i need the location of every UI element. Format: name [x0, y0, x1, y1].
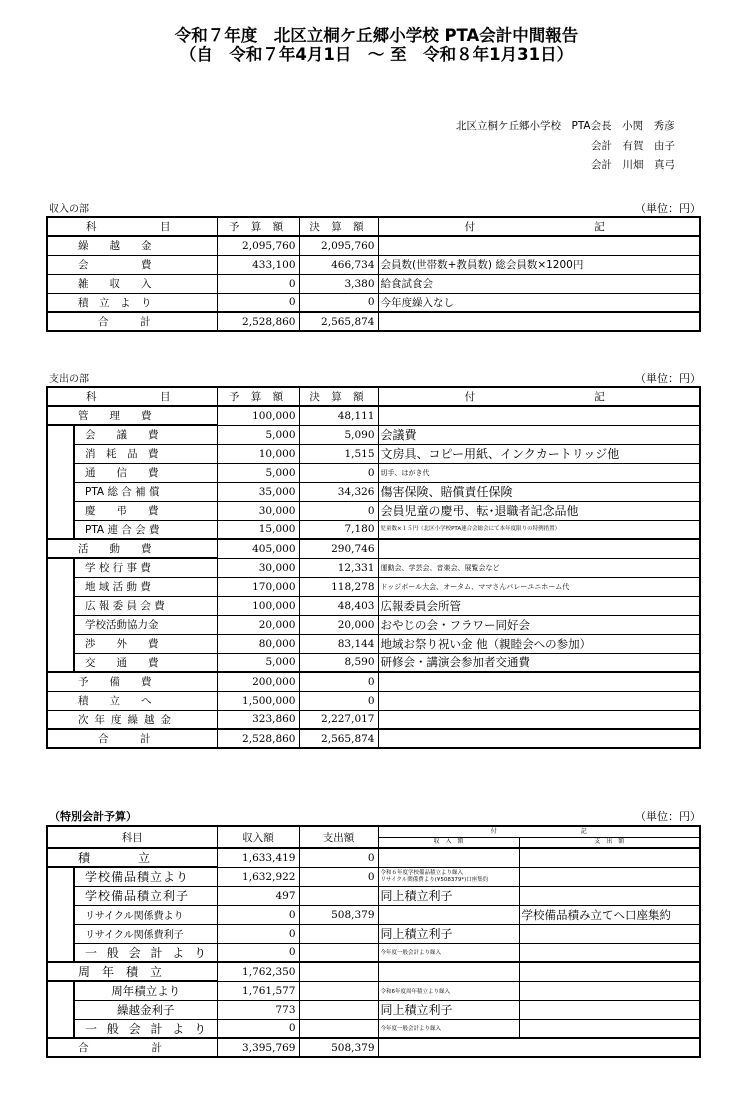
table-row	[47, 577, 700, 596]
total-subject: 合 計	[47, 729, 217, 748]
table-row	[47, 596, 700, 615]
table-row	[47, 558, 700, 577]
row-note-income: 今年度一般会計より繰入	[378, 943, 519, 962]
row-note-expense	[519, 1000, 700, 1019]
row-budget: 5,000	[217, 425, 299, 444]
row-expense: 508,379	[299, 905, 378, 924]
row-subject: 学 校 行 事 費	[74, 558, 217, 577]
table-row	[47, 905, 700, 924]
row-actual: 0	[299, 672, 378, 691]
row-note-income: 令和6年度周年積立より繰入	[378, 981, 519, 1000]
row-note: 会員児童の慶弔、転･退職者記念品他	[378, 501, 700, 520]
row-income: 1,632,922	[217, 867, 299, 886]
row-budget: 35,000	[217, 482, 299, 501]
total-subject: 合 計	[47, 312, 217, 331]
group-note-expense	[519, 848, 700, 867]
row-subject: PTA 総 合 補 償	[74, 482, 217, 501]
row-note: 広報委員会所管	[378, 596, 700, 615]
group-income: 1,762,350	[217, 962, 299, 981]
col-header-notes-expense: 支 出 額	[519, 837, 700, 848]
indent-spacer	[47, 558, 74, 672]
row-note-expense	[519, 924, 700, 943]
row-subject: 繰越金利子	[74, 1000, 217, 1019]
expense-unit-label: （単位：円）	[635, 372, 701, 385]
row-budget: 5,000	[217, 463, 299, 482]
col-header-expense: 支出額	[299, 826, 378, 848]
row-expense: 0	[299, 867, 378, 886]
row-subject: 地 域 活 動 費	[74, 577, 217, 596]
total-income: 3,395,769	[217, 1038, 299, 1057]
row-note-expense	[519, 886, 700, 905]
row-subject: 次年度繰越金	[47, 710, 217, 729]
col-header-income: 収入額	[217, 826, 299, 848]
group-row-activity	[47, 539, 700, 558]
group-actual: 290,746	[299, 539, 378, 558]
row-note-expense: 学校備品積み立てへ口座集約	[519, 905, 700, 924]
row-subject: 一 般 会 計 よ り	[74, 943, 217, 962]
row-expense	[299, 981, 378, 1000]
special-unit-label: （単位：円）	[635, 810, 701, 823]
row-budget: 170,000	[217, 577, 299, 596]
special-table	[46, 825, 701, 1058]
special-section-label: （特別会計予算）	[49, 810, 137, 823]
row-note: 運動会、学芸会、音楽会、展覧会など	[378, 558, 700, 577]
row-budget: 30,000	[217, 501, 299, 520]
row-note: 研修会・講演会参加者交通費	[378, 653, 700, 672]
row-actual: 5,090	[299, 425, 378, 444]
row-note: 文房具、コピー用紙、インクカートリッジ他	[378, 444, 700, 463]
row-subject: リサイクル関係費より	[74, 905, 217, 924]
group-income: 1,633,419	[217, 848, 299, 867]
col-header-subject: 科 目	[47, 217, 217, 236]
table-row	[47, 1019, 700, 1038]
table-row	[47, 634, 700, 653]
row-subject: 学校活動協力金	[74, 615, 217, 634]
report-title: 令和７年度 北区立桐ケ丘郷小学校 PTA会計中間報告	[174, 26, 579, 45]
col-header-budget: 予 算 額	[217, 387, 299, 406]
row-budget: 20,000	[217, 615, 299, 634]
expense-table	[46, 386, 701, 749]
group-budget: 405,000	[217, 539, 299, 558]
row-expense	[299, 886, 378, 905]
group-row-anniversary	[47, 962, 700, 981]
total-note	[378, 312, 700, 331]
row-budget: 433,100	[217, 255, 299, 274]
row-note: 切手、はがき代	[378, 463, 700, 482]
row-note	[378, 672, 700, 691]
income-header-row	[47, 217, 700, 236]
row-budget: 0	[217, 293, 299, 312]
row-income: 0	[217, 924, 299, 943]
row-note-income: 今年度一般会計より繰入	[378, 1019, 519, 1038]
total-budget: 2,528,860	[217, 729, 299, 748]
row-subject: 渉 外 費	[74, 634, 217, 653]
income-table	[46, 216, 701, 332]
row-subject: 予 備 費	[47, 672, 217, 691]
group-budget: 100,000	[217, 406, 299, 425]
col-header-actual: 決 算 額	[299, 217, 378, 236]
row-actual: 83,144	[299, 634, 378, 653]
row-income: 0	[217, 943, 299, 962]
group-subject: 活 動 費	[47, 539, 217, 558]
table-row	[47, 274, 700, 293]
total-row	[47, 1038, 700, 1057]
row-actual: 3,380	[299, 274, 378, 293]
row-note: おやじの会・フラワー同好会	[378, 615, 700, 634]
row-subject: 広 報 委 員 会 費	[74, 596, 217, 615]
row-budget: 15,000	[217, 520, 299, 539]
row-note: 傷害保険、賠償責任保険	[378, 482, 700, 501]
row-actual: 0	[299, 501, 378, 520]
signature-president: 北区立桐ケ丘郷小学校 PTA会長 小関 秀彦	[456, 120, 675, 132]
group-row-reserve	[47, 848, 700, 867]
group-note	[378, 406, 700, 425]
table-row	[47, 236, 700, 255]
row-note: 児童数×１５円（北区小学校PTA連合会総会にて本年度限りの特例措置）	[378, 520, 700, 539]
table-row	[47, 444, 700, 463]
group-row-admin	[47, 406, 700, 425]
total-actual: 2,565,874	[299, 312, 378, 331]
row-note	[378, 236, 700, 255]
indent-spacer	[47, 867, 74, 962]
row-budget: 80,000	[217, 634, 299, 653]
row-note-income: 同上積立利子	[378, 924, 519, 943]
total-row	[47, 729, 700, 748]
row-note-expense	[519, 943, 700, 962]
table-row	[47, 501, 700, 520]
income-section-label: 収入の部	[49, 204, 89, 215]
row-subject: 積 立 へ	[47, 691, 217, 710]
row-budget: 1,500,000	[217, 691, 299, 710]
row-budget: 30,000	[217, 558, 299, 577]
table-row	[47, 672, 700, 691]
row-income: 1,761,577	[217, 981, 299, 1000]
row-actual: 118,278	[299, 577, 378, 596]
row-actual: 20,000	[299, 615, 378, 634]
row-note-income	[378, 867, 519, 886]
row-actual: 34,326	[299, 482, 378, 501]
table-row	[47, 886, 700, 905]
group-subject: 積 立	[47, 848, 217, 867]
row-actual: 2,095,760	[299, 236, 378, 255]
row-subject: 一 般 会 計 よ り	[74, 1019, 217, 1038]
total-subject: 合 計	[47, 1038, 217, 1057]
row-subject: 消 耗 品 費	[74, 444, 217, 463]
row-subject: リサイクル関係費利子	[74, 924, 217, 943]
table-row	[47, 1000, 700, 1019]
row-budget: 100,000	[217, 596, 299, 615]
row-subject: 学校備品積立より	[74, 867, 217, 886]
row-actual: 0	[299, 691, 378, 710]
row-note: 今年度繰入なし	[378, 293, 700, 312]
report-period: （自 令和７年4月1日 ～ 至 令和８年1月31日）	[179, 45, 574, 64]
group-note-expense	[519, 962, 700, 981]
income-unit-label: （単位：円）	[635, 202, 701, 215]
group-note-income	[378, 848, 519, 867]
row-expense	[299, 924, 378, 943]
special-header-row	[47, 826, 700, 837]
row-budget: 323,860	[217, 710, 299, 729]
row-note	[378, 691, 700, 710]
group-note-income	[378, 962, 519, 981]
row-income: 773	[217, 1000, 299, 1019]
row-actual: 1,515	[299, 444, 378, 463]
row-income: 0	[217, 905, 299, 924]
row-subject: 交 通 費	[74, 653, 217, 672]
expense-header-row	[47, 387, 700, 406]
row-actual: 7,180	[299, 520, 378, 539]
row-actual: 2,227,017	[299, 710, 378, 729]
row-note: 給食試食会	[378, 274, 700, 293]
row-subject: 会 費	[47, 255, 217, 274]
row-actual: 0	[299, 463, 378, 482]
row-note-income	[378, 905, 519, 924]
col-header-subject: 科 目	[47, 387, 217, 406]
row-note: 会員数(世帯数+教員数) 総会員数×1200円	[378, 255, 700, 274]
row-subject: 学校備品積立利子	[74, 886, 217, 905]
group-subject: 管 理 費	[47, 406, 217, 425]
col-header-notes: 付 記	[378, 217, 700, 236]
row-subject: 慶 弔 費	[74, 501, 217, 520]
table-row	[47, 615, 700, 634]
row-income: 497	[217, 886, 299, 905]
row-subject: 通 信 費	[74, 463, 217, 482]
row-subject: PTA 連 合 会 費	[74, 520, 217, 539]
row-income: 0	[217, 1019, 299, 1038]
group-actual: 48,111	[299, 406, 378, 425]
row-note-income: 同上積立利子	[378, 886, 519, 905]
signature-treasurer-2: 会計 川畑 真弓	[591, 159, 675, 171]
table-row	[47, 943, 700, 962]
row-subject: 雑 収 入	[47, 274, 217, 293]
row-budget: 0	[217, 274, 299, 293]
table-row	[47, 293, 700, 312]
row-note: 会議費	[378, 425, 700, 444]
row-actual: 0	[299, 293, 378, 312]
row-note	[378, 710, 700, 729]
row-note-expense	[519, 1019, 700, 1038]
row-note: 地域お祭り祝い金 他（親睦会への参加）	[378, 634, 700, 653]
total-note	[378, 1038, 700, 1057]
total-note	[378, 729, 700, 748]
group-subject: 周 年 積 立	[47, 962, 217, 981]
table-row	[47, 255, 700, 274]
row-budget: 10,000	[217, 444, 299, 463]
col-header-notes-income: 収 入 額	[378, 837, 519, 848]
row-note: ドッジボール大会、オータム、ママさんバレーユニホーム代	[378, 577, 700, 596]
expense-section-label: 支出の部	[49, 374, 89, 385]
row-actual: 12,331	[299, 558, 378, 577]
row-budget: 200,000	[217, 672, 299, 691]
row-subject: 繰 越 金	[47, 236, 217, 255]
total-budget: 2,528,860	[217, 312, 299, 331]
col-header-actual: 決 算 額	[299, 387, 378, 406]
row-actual: 466,734	[299, 255, 378, 274]
table-row	[47, 520, 700, 539]
table-row	[47, 691, 700, 710]
row-subject: 積 立 よ り	[47, 293, 217, 312]
table-row	[47, 867, 700, 886]
row-subject: 会 議 費	[74, 425, 217, 444]
table-row	[47, 653, 700, 672]
row-expense	[299, 1000, 378, 1019]
col-header-subject: 科目	[47, 826, 217, 848]
total-row	[47, 312, 700, 331]
table-row	[47, 710, 700, 729]
total-expense: 508,379	[299, 1038, 378, 1057]
row-actual: 8,590	[299, 653, 378, 672]
table-row	[47, 463, 700, 482]
row-note-income: 同上積立利子	[378, 1000, 519, 1019]
table-row	[47, 924, 700, 943]
row-note-income-line-1: 令和６年度学校備品積立より繰入	[380, 870, 464, 876]
total-actual: 2,565,874	[299, 729, 378, 748]
col-header-notes: 付 記	[378, 826, 700, 837]
indent-spacer	[47, 425, 74, 539]
group-expense: 0	[299, 848, 378, 867]
signature-treasurer-1: 会計 有賀 由子	[591, 140, 675, 152]
row-expense	[299, 1019, 378, 1038]
row-note-expense	[519, 867, 700, 886]
row-budget: 2,095,760	[217, 236, 299, 255]
group-expense	[299, 962, 378, 981]
row-note-expense	[519, 981, 700, 1000]
col-header-notes: 付 記	[378, 387, 700, 406]
row-budget: 5,000	[217, 653, 299, 672]
table-row	[47, 482, 700, 501]
group-note	[378, 539, 700, 558]
row-subject: 周年積立より	[74, 981, 217, 1000]
indent-spacer	[47, 981, 74, 1038]
col-header-budget: 予 算 額	[217, 217, 299, 236]
row-note-income-line-2: リサイクル関係費より(¥508379*)口座集約	[380, 877, 489, 883]
row-actual: 48,403	[299, 596, 378, 615]
row-expense	[299, 943, 378, 962]
table-row	[47, 981, 700, 1000]
table-row	[47, 425, 700, 444]
